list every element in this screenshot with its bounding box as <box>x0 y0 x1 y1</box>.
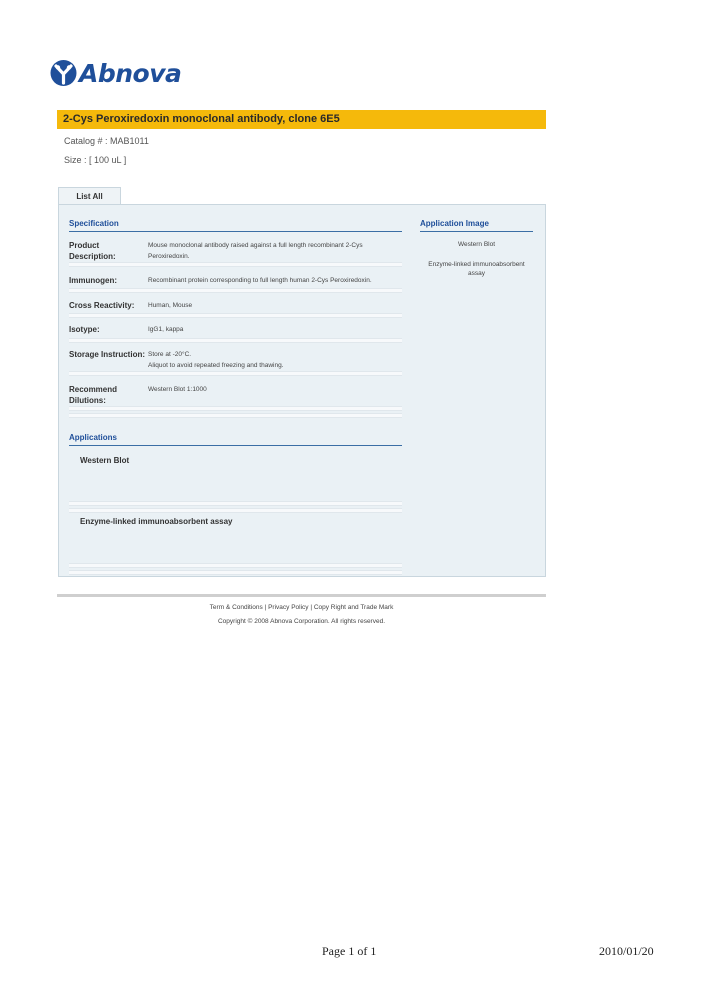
spec-value: Western Blot 1:1000 <box>148 386 207 393</box>
application-image-link-western-blot[interactable]: Western Blot <box>457 241 496 248</box>
application-western-blot: Western Blot <box>80 456 130 465</box>
product-size: Size : [ 100 uL ] <box>64 155 127 165</box>
row-divider <box>69 406 402 411</box>
tab-list-all[interactable]: List All <box>58 187 121 205</box>
spec-row-product-description <box>69 240 402 262</box>
row-divider <box>69 563 402 568</box>
row-divider <box>69 313 402 318</box>
row-divider <box>69 338 402 343</box>
application-image-link-elisa[interactable]: Enzyme-linked immunoabsorbent assay <box>428 261 525 277</box>
row-divider <box>69 262 402 267</box>
spec-row-immunogen <box>69 275 402 287</box>
application-image-heading: Application Image <box>420 219 533 232</box>
spec-value: Store at -20°C. Aliquot to avoid repeated freezing and thawing. <box>148 351 284 369</box>
row-divider <box>69 570 402 575</box>
row-divider <box>69 288 402 293</box>
specification-heading: Specification <box>69 219 402 232</box>
abnova-logo <box>50 57 181 89</box>
footer-divider <box>57 594 546 597</box>
spec-label: Product Description: <box>69 241 116 261</box>
spec-label: Recommend Dilutions: <box>69 385 118 405</box>
spec-row-cross-reactivity <box>69 300 402 312</box>
footer-copyright: Copyright © 2008 Abnova Corporation. All rights reserved. <box>217 618 386 625</box>
spec-value: IgG1, kappa <box>148 326 184 333</box>
row-divider <box>69 508 402 513</box>
spec-label: Immunogen: <box>69 276 117 285</box>
product-title: 2-Cys Peroxiredoxin monoclonal antibody, clone 6E5 <box>57 110 546 129</box>
spec-value: Mouse monoclonal antibody raised against a full length recombinant 2-Cys Peroxiredoxin. <box>148 242 363 260</box>
abnova-logo-icon <box>50 59 77 87</box>
row-divider <box>69 413 402 418</box>
spec-value: Human, Mouse <box>148 302 193 309</box>
row-divider <box>69 371 402 376</box>
row-divider <box>69 501 402 506</box>
logo-wordmark: Abnova <box>79 58 182 88</box>
spec-label: Cross Reactivity: <box>69 301 135 310</box>
spec-row-recommend-dilutions <box>69 384 402 406</box>
spec-row-isotype <box>69 324 402 336</box>
application-elisa: Enzyme-linked immunoabsorbent assay <box>80 517 233 526</box>
print-date: 2010/01/20 <box>599 944 654 958</box>
footer-links[interactable]: Term & Conditions | Privacy Policy | Copy Right and Trade Mark <box>209 604 394 611</box>
spec-row-storage <box>69 349 402 371</box>
spec-value: Recombinant protein corresponding to full length human 2-Cys Peroxiredoxin. <box>148 277 372 284</box>
spec-label: Storage Instruction: <box>69 350 146 359</box>
catalog-number: Catalog # : MAB1011 <box>64 136 149 146</box>
spec-label: Isotype: <box>69 325 100 334</box>
page-number: Page 1 of 1 <box>322 944 377 958</box>
applications-heading: Applications <box>69 433 402 446</box>
